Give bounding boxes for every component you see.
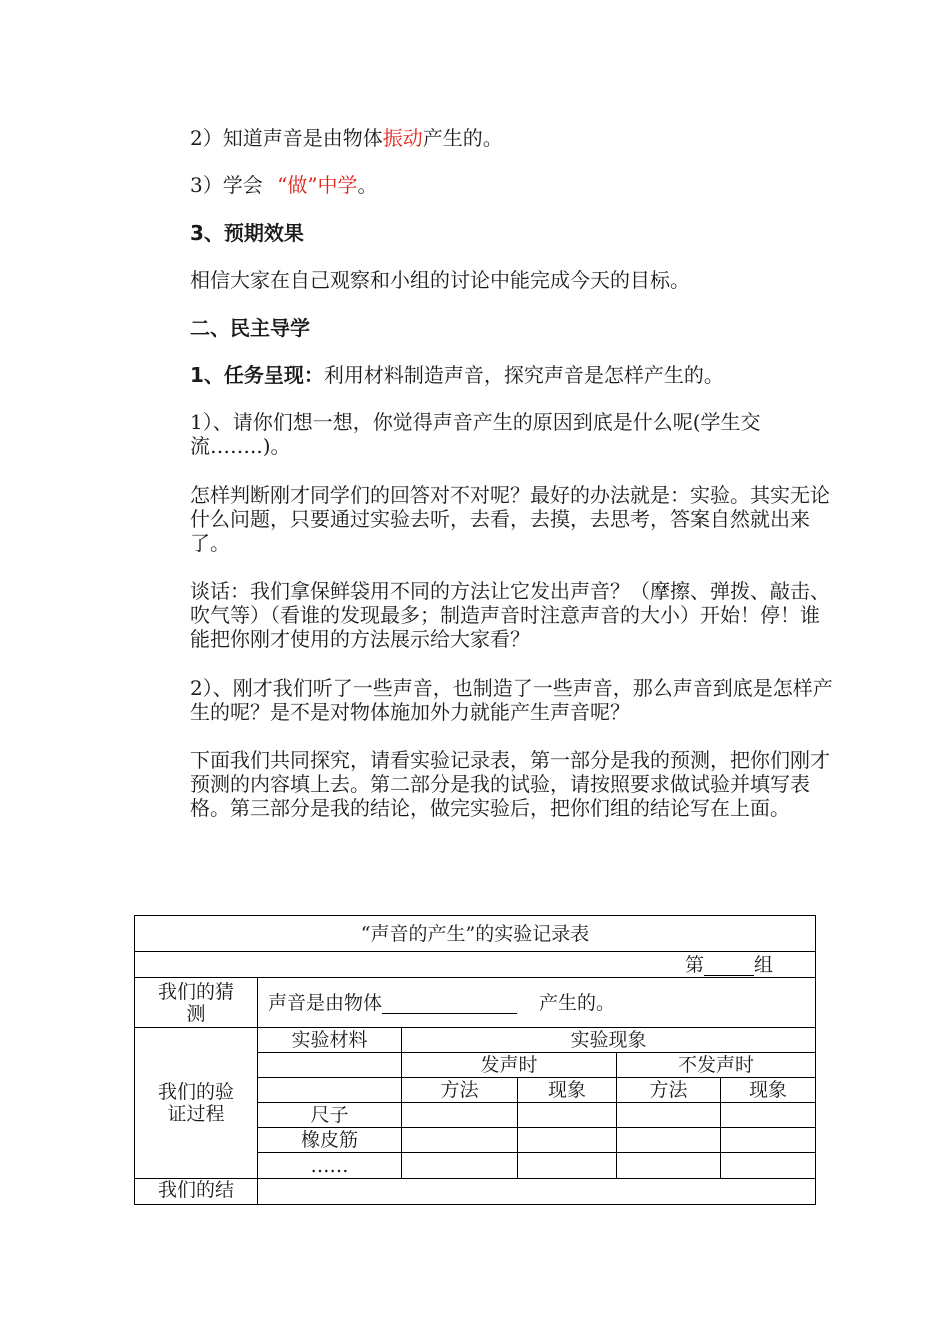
heading-expected-effect: 3、预期效果 [190, 221, 304, 245]
col-sound: 发声时 [402, 1053, 617, 1078]
guess-text-b: 产生的。 [539, 991, 616, 1014]
paragraph-3-text: 谈话：我们拿保鲜袋用不同的方法让它发出声音？（摩擦、弹拨、敲击、吹气等）（看谁的发现最多；制造声音时注意声音的大小）开始！停！谁能把你刚才使用的方法展示给大家看？ [190, 579, 830, 651]
material-blank-cell-2[interactable] [258, 1078, 402, 1103]
paragraph-5-text: 下面我们共同探究，请看实验记录表，第一部分是我的预测，把你们刚才预测的内容填上去。第二部分是我的试验，请按照要求做试验并填写表格。第三部分是我的结论，做完实验后，把你们组的结论写在上面。 [190, 748, 830, 820]
guess-text-a: 声音是由物体 [268, 991, 383, 1014]
guess-blank[interactable] [382, 993, 517, 1014]
goal-2-text-c: 产生的。 [422, 126, 503, 150]
table-title: “声音的产生”的实验记录表 [135, 916, 816, 952]
goal-2-text-a: 2）知道声音是由物体 [190, 126, 383, 150]
conclusion-label: 我们的结 [135, 1179, 258, 1205]
task-label: 1、任务呈现： [190, 363, 324, 387]
col-nosound: 不发声时 [617, 1053, 816, 1078]
paragraph-4-text: 2）、刚才我们听了一些声音，也制造了一些声音，那么声音到底是怎样产生的呢？是不是对物体施加外力就能产生声音呢？ [190, 676, 833, 724]
heading-section-two: 二、民主导学 [190, 316, 310, 340]
task-text: 利用材料制造声音，探究声音是怎样产生的。 [323, 363, 724, 387]
goal-line-3 [190, 173, 378, 197]
paragraph-1 [145, 410, 835, 458]
task-line [190, 363, 724, 387]
group-number-blank[interactable] [704, 955, 754, 976]
goal-3-keyword: “做”中学 [277, 173, 358, 197]
col-result-sound: 现象 [518, 1078, 617, 1103]
goal-3-text-c: 。 [357, 173, 378, 197]
paragraph-2-text: 怎样判断刚才同学们的回答对不对呢？最好的办法就是：实验。其实无论什么问题，只要通过实验去听，去看，去摸，去思考，答案自然就出来了。 [190, 483, 830, 555]
cell-band-result-sound[interactable] [518, 1128, 617, 1153]
cell-ruler-method-nosound[interactable] [617, 1103, 721, 1128]
cell-more-method-sound[interactable] [402, 1153, 518, 1179]
paragraph-3 [145, 579, 835, 651]
material-more: …… [258, 1153, 402, 1179]
goal-line-2 [190, 126, 503, 150]
group-suffix: 组 [754, 953, 774, 976]
paragraph-5 [145, 748, 835, 820]
guess-label: 我们的猜测 [135, 978, 258, 1028]
cell-ruler-method-sound[interactable] [402, 1103, 518, 1128]
cell-band-result-nosound[interactable] [721, 1128, 816, 1153]
col-material: 实验材料 [258, 1028, 402, 1053]
paragraph-4 [145, 676, 835, 724]
group-prefix: 第 [685, 953, 705, 976]
experiment-record-table [134, 915, 816, 1205]
cell-more-result-sound[interactable] [518, 1153, 617, 1179]
col-phenomenon: 实验现象 [402, 1028, 816, 1053]
paragraph-2 [145, 483, 835, 555]
cell-band-method-sound[interactable] [402, 1128, 518, 1153]
col-result-nosound: 现象 [721, 1078, 816, 1103]
col-method-sound: 方法 [402, 1078, 518, 1103]
material-ruler: 尺子 [258, 1103, 402, 1128]
guess-cell [258, 978, 816, 1028]
cell-band-method-nosound[interactable] [617, 1128, 721, 1153]
cell-ruler-result-nosound[interactable] [721, 1103, 816, 1128]
cell-more-method-nosound[interactable] [617, 1153, 721, 1179]
verify-label: 我们的验证过程 [135, 1028, 258, 1179]
group-row [135, 952, 816, 978]
paragraph-1-text: 1）、请你们想一想，你觉得声音产生的原因到底是什么呢(学生交流……..)。 [190, 410, 761, 458]
col-method-nosound: 方法 [617, 1078, 721, 1103]
cell-more-result-nosound[interactable] [721, 1153, 816, 1179]
goal-3-text-a: 3）学会 [190, 173, 270, 197]
cell-ruler-result-sound[interactable] [518, 1103, 617, 1128]
conclusion-cell[interactable] [258, 1179, 816, 1205]
expected-effect-text: 相信大家在自己观察和小组的讨论中能完成今天的目标。 [190, 268, 690, 292]
material-blank-cell[interactable] [258, 1053, 402, 1078]
goal-2-keyword: 振动 [382, 126, 423, 150]
material-rubber-band: 橡皮筋 [258, 1128, 402, 1153]
